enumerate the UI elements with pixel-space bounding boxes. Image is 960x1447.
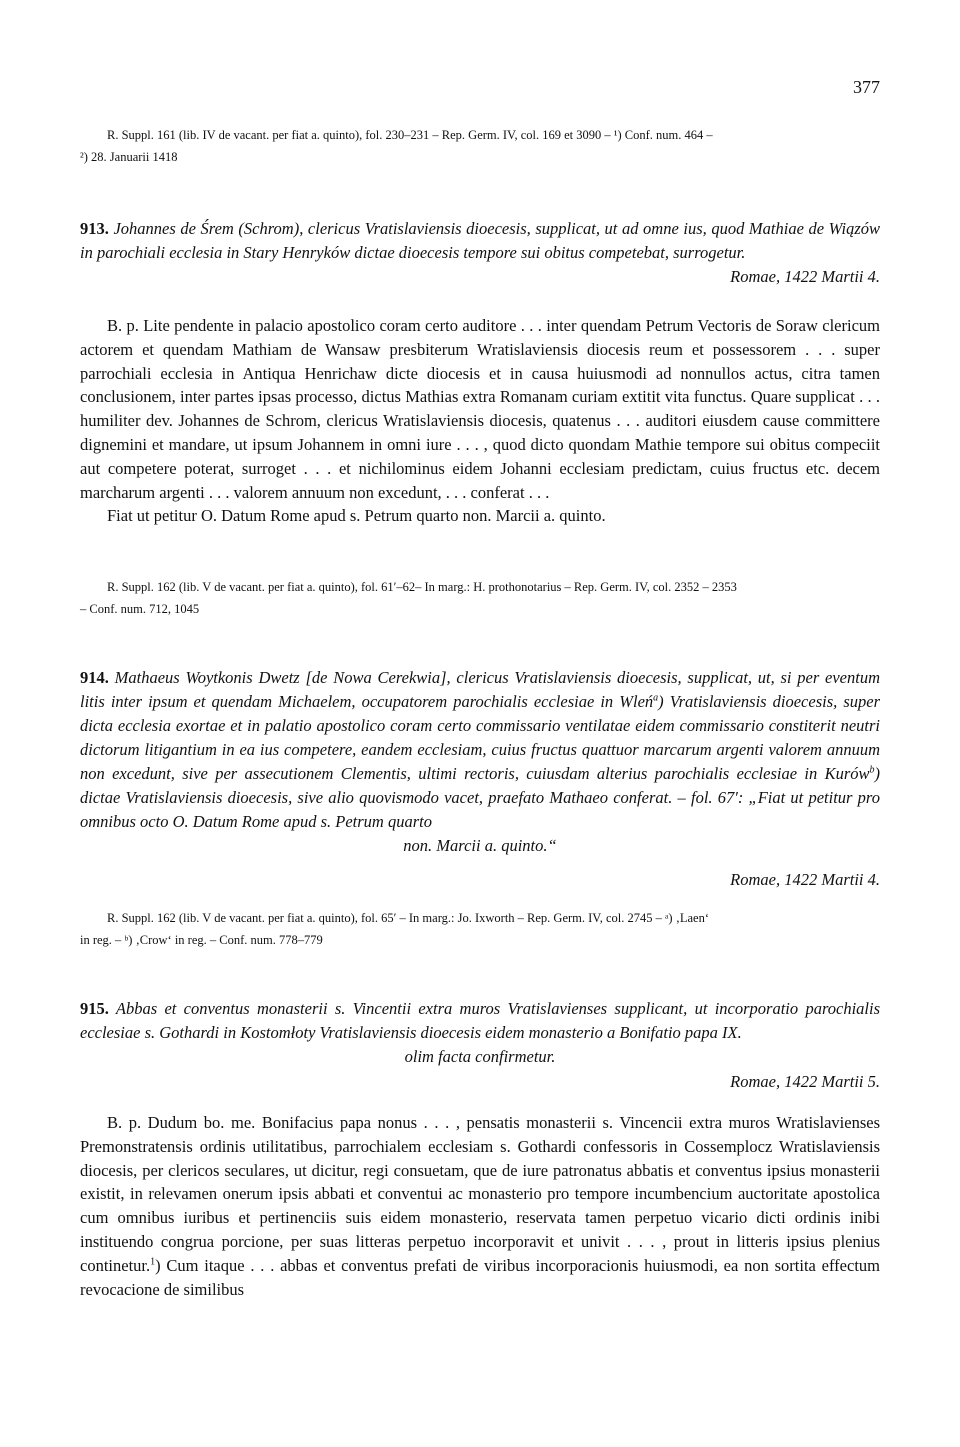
footnote-line: R. Suppl. 162 (lib. V de vacant. per fiat a. quinto), fol. 61′–62– In marg.: H. prothonotarius – Rep. Germ. IV, col. 2352 – 2353 [107, 580, 737, 594]
footnote-line: in reg. – ᵇ) ‚Crow‘ in reg. – Conf. num. 778–779 [80, 933, 323, 947]
footnote-913 [80, 576, 880, 620]
body-text: B. p. Lite pendente in palacio apostolico coram certo auditore . . . inter quendam Petrum Vectoris de Soraw clericum actorem et quendam Mathiam de Wansaw presbiterum Wratislaviensis diocesis reum et possessorem . . . super parrochiali ecclesia in Antiqua Henrichaw dicte diocesis et in causa huiusmodi ad nonnullos actus, citra tamen conclusionem, inter partes ipsas processo, dictus Mathias extra Romanam curiam extitit vita functus. Quare supplicat . . . humiliter dev. Johannes de Schrom, clericus Wratislaviensis diocesis, quatenus . . . auditori eiusdem cause committere dignemini et mandare, ut ipsum Johannem in omni iure . . . , quod dicto quondam Mathie tempore sui obitus compeciit aut competere poterat, surroget . . . et nichilominus eidem Johanni ecclesiam predictam, cuius fructus etc. decem marcharum argenti . . . valorem annuum non excedunt, . . . conferat . . . [80, 316, 880, 502]
footnote-marker: 1 [150, 1256, 156, 1268]
entry-number: 913. [80, 219, 109, 238]
entry-915-body [80, 1111, 880, 1301]
heading-text: Abbas et conventus monasterii s. Vincentii extra muros Vratislavienses supplicant, ut incorporatio parochialis ecclesiae s. Gothardi in Kostomłoty Vratislaviensis dioecesis eidem monasterio a Bonifatio papa IX. [80, 999, 880, 1042]
entry-heading [80, 217, 880, 265]
heading-center-line: non. Marcii a. quinto.“ [403, 836, 557, 855]
entry-number: 915. [80, 999, 109, 1018]
entry-913-body [80, 314, 880, 528]
footnote-912 [80, 124, 880, 168]
entry-heading [80, 997, 880, 1045]
footnote-914 [80, 907, 880, 951]
footnote-line: R. Suppl. 162 (lib. V de vacant. per fiat a. quinto), fol. 65′ – In marg.: Jo. Ixworth – Rep. Germ. IV, col. 2745 – ᵃ) ‚Laen‘ [107, 911, 709, 925]
entry-914 [80, 666, 880, 892]
page-number: 377 [853, 77, 880, 97]
heading-center-line: olim facta confirmetur. [404, 1047, 556, 1066]
footnote-line: – Conf. num. 712, 1045 [80, 602, 200, 616]
entry-date: Romae, 1422 Martii 5. [730, 1072, 880, 1091]
entry-913 [80, 217, 880, 289]
footnote-marker: b [869, 764, 875, 776]
footnote-line: ²) 28. Januarii 1418 [80, 150, 178, 164]
heading-text: Mathaeus Woytkonis Dwetz [de Nowa Cerekwia], clericus Vratislaviensis dioecesis, supplicat, ut, si per eventum litis inter ipsum et quendam Michaelem, occupatorem parochialis ecclesiae in Wleń [80, 668, 880, 711]
entry-number: 914. [80, 668, 109, 687]
footnote-line: R. Suppl. 161 (lib. IV de vacant. per fiat a. quinto), fol. 230–231 – Rep. Germ. IV, col. 169 et 3090 – ¹) Conf. num. 464 – [107, 128, 713, 142]
heading-text: Johannes de Śrem (Schrom), clericus Vratislaviensis dioecesis, supplicat, ut ad omne ius, quod Mathiae de Wiązów in parochiali ecclesia in Stary Henryków dictae dioecesis tempore sui obitus competebat, surrogetur. [80, 219, 881, 262]
footnote-marker: a [653, 692, 659, 704]
heading-text: ) dictae Vratislaviensis dioecesis, sive alio quovismodo vacet, praefato Mathaeo conferat. – fol. 67′: „Fiat ut petitur pro omnibus octo O. Datum Rome apud s. Petrum quarto [80, 764, 880, 831]
entry-915 [80, 997, 880, 1094]
body-text-part: B. p. Dudum bo. me. Bonifacius papa nonus . . . , pensatis monasterii s. Vincencii extra muros Wratislavienses Premonstratensis ordinis utilitatibus, parrochialem ecclesiam s. Gothardi confessoris in Cossemplocz Wratislaviensis diocesis, per clericos seculares, ut dicitur, regi consuetam, que de iure patronatus abbatis et conventus ipsius monasterii existit, in relevamen onerum ipsis abbati et conventui ac monasterio pro tempore incumbencium auctoritate apostolica cum omnibus iuribus et pertinenciis suis eidem monasterio, reservata tamen perpetuo vicario dicti ordinis inibi instituendo congrua porcione, per suas litteras perpetuo incorporavit et univit . . . , prout in litteris ipsius plenius continetur. [80, 1113, 880, 1275]
fiat-line: Fiat ut petitur O. Datum Rome apud s. Petrum quarto non. Marcii a. quinto. [107, 506, 606, 526]
entry-heading [80, 666, 880, 834]
heading-text: ) Vratislaviensis dioecesis, super dicta ecclesia exortae et in palatio apostolico coram certo commissario ventilatae eidem commissario constiterit neutri dictorum litigantium in ea ius competere, eandem ecclesiam, cuius fructus quattuor marcarum argenti valorem annuum non excedunt, sive per assecutionem Clementis, ultimi rectoris, cuiusdam alterius parochialis ecclesiae in Kurów [80, 692, 880, 783]
body-text-part: ) Cum itaque . . . abbas et conventus prefati de viribus incorporacionis huiusmodi, ea non sortita effectum revocacione de similibus [80, 1255, 880, 1299]
entry-date: Romae, 1422 Martii 4. [730, 870, 880, 889]
body-text [80, 1111, 880, 1301]
entry-date: Romae, 1422 Martii 4. [730, 267, 880, 286]
